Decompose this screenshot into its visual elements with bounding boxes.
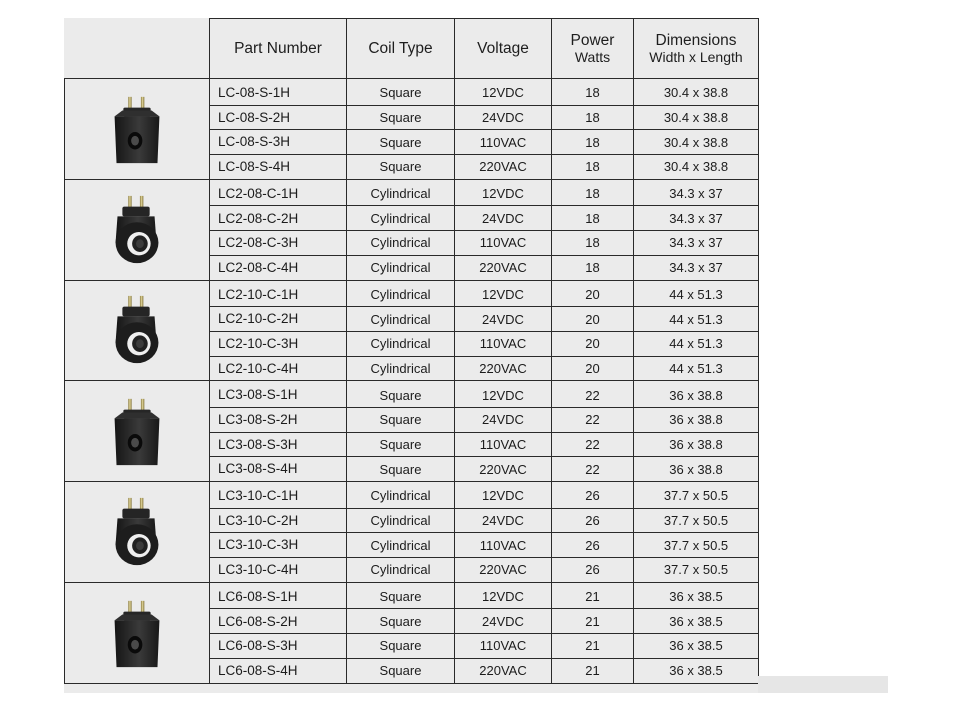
power-watts-cell: 21	[552, 609, 634, 634]
power-watts-cell: 18	[552, 206, 634, 231]
voltage-cell: 24VDC	[455, 206, 552, 231]
power-watts-cell: 20	[552, 356, 634, 381]
dimensions-cell: 36 x 38.8	[634, 457, 759, 482]
coil-type-header: Coil Type	[347, 19, 455, 79]
dimensions-cell: 36 x 38.5	[634, 658, 759, 683]
voltage-cell: 24VDC	[455, 508, 552, 533]
part-number-cell: LC6-08-S-2H	[210, 609, 347, 634]
power-watts-cell: 20	[552, 307, 634, 332]
table-row	[65, 482, 759, 509]
paper-edge	[758, 676, 888, 693]
power-watts-cell: 18	[552, 231, 634, 256]
part-number-cell: LC6-08-S-4H	[210, 658, 347, 683]
product-image-cell	[65, 79, 210, 180]
part-number-cell: LC-08-S-1H	[210, 79, 347, 106]
dimensions-cell: 37.7 x 50.5	[634, 558, 759, 583]
power-watts-cell: 26	[552, 508, 634, 533]
coil-type-cell: Cylindrical	[347, 356, 455, 381]
coil-type-cell: Square	[347, 582, 455, 609]
part-number-cell: LC3-08-S-1H	[210, 381, 347, 408]
dimensions-cell: 36 x 38.8	[634, 381, 759, 408]
part-number-cell: LC-08-S-4H	[210, 155, 347, 180]
part-number-cell: LC-08-S-3H	[210, 130, 347, 155]
power-watts-cell: 18	[552, 79, 634, 106]
part-number-cell: LC2-10-C-4H	[210, 356, 347, 381]
voltage-cell: 12VDC	[455, 179, 552, 206]
power-watts-cell: 26	[552, 533, 634, 558]
power-watts-cell: 26	[552, 558, 634, 583]
voltage-cell: 110VAC	[455, 432, 552, 457]
dimensions-header	[634, 19, 759, 79]
product-image-cell	[65, 179, 210, 280]
voltage-cell: 12VDC	[455, 582, 552, 609]
dimensions-cell: 30.4 x 38.8	[634, 155, 759, 180]
coil-spec-table	[64, 18, 759, 684]
power-watts-cell: 18	[552, 179, 634, 206]
part-number-cell: LC-08-S-2H	[210, 105, 347, 130]
coil-type-cell: Cylindrical	[347, 179, 455, 206]
coil-type-cell: Square	[347, 105, 455, 130]
dimensions-cell: 36 x 38.5	[634, 582, 759, 609]
voltage-cell: 110VAC	[455, 634, 552, 659]
coil-type-cell: Cylindrical	[347, 231, 455, 256]
dimensions-cell: 30.4 x 38.8	[634, 130, 759, 155]
power-watts-cell: 18	[552, 105, 634, 130]
spec-sheet	[64, 18, 758, 693]
coil-type-cell: Square	[347, 457, 455, 482]
dimensions-cell: 44 x 51.3	[634, 280, 759, 307]
square-solenoid-coil-icon	[98, 391, 176, 473]
power-watts-header	[552, 19, 634, 79]
cylindrical-solenoid-coil-icon	[98, 290, 176, 372]
product-image-cell	[65, 381, 210, 482]
product-image-cell	[65, 582, 210, 683]
power-header-line1: Power	[570, 31, 615, 49]
voltage-cell: 220VAC	[455, 658, 552, 683]
voltage-cell: 12VDC	[455, 482, 552, 509]
coil-type-cell: Cylindrical	[347, 558, 455, 583]
coil-type-cell: Square	[347, 432, 455, 457]
voltage-cell: 12VDC	[455, 381, 552, 408]
voltage-cell: 12VDC	[455, 79, 552, 106]
power-watts-cell: 22	[552, 432, 634, 457]
coil-type-cell: Cylindrical	[347, 482, 455, 509]
voltage-cell: 24VDC	[455, 105, 552, 130]
voltage-cell: 12VDC	[455, 280, 552, 307]
square-solenoid-coil-icon	[98, 593, 176, 675]
coil-type-cell: Cylindrical	[347, 508, 455, 533]
voltage-cell: 110VAC	[455, 231, 552, 256]
dimensions-cell: 44 x 51.3	[634, 356, 759, 381]
part-number-cell: LC3-08-S-2H	[210, 407, 347, 432]
dimensions-cell: 44 x 51.3	[634, 331, 759, 356]
coil-type-cell: Square	[347, 130, 455, 155]
coil-type-cell: Cylindrical	[347, 206, 455, 231]
voltage-cell: 24VDC	[455, 609, 552, 634]
part-number-cell: LC2-08-C-4H	[210, 255, 347, 280]
dimensions-cell: 37.7 x 50.5	[634, 482, 759, 509]
part-number-cell: LC3-10-C-4H	[210, 558, 347, 583]
dimensions-header-line2: Width x Length	[649, 49, 743, 66]
table-row	[65, 582, 759, 609]
power-watts-cell: 18	[552, 255, 634, 280]
dimensions-cell: 44 x 51.3	[634, 307, 759, 332]
dimensions-header-line1: Dimensions	[655, 31, 737, 49]
cylindrical-solenoid-coil-icon	[98, 492, 176, 574]
dimensions-cell: 30.4 x 38.8	[634, 79, 759, 106]
power-watts-cell: 18	[552, 155, 634, 180]
part-number-cell: LC6-08-S-1H	[210, 582, 347, 609]
coil-type-cell: Square	[347, 609, 455, 634]
voltage-cell: 110VAC	[455, 331, 552, 356]
coil-type-cell: Square	[347, 407, 455, 432]
part-number-cell: LC2-08-C-1H	[210, 179, 347, 206]
table-row	[65, 179, 759, 206]
voltage-cell: 110VAC	[455, 130, 552, 155]
part-number-cell: LC2-08-C-2H	[210, 206, 347, 231]
power-watts-cell: 21	[552, 658, 634, 683]
voltage-cell: 110VAC	[455, 533, 552, 558]
product-image-cell	[65, 482, 210, 583]
voltage-cell: 24VDC	[455, 307, 552, 332]
table-body	[65, 79, 759, 684]
coil-type-cell: Square	[347, 634, 455, 659]
dimensions-cell: 36 x 38.5	[634, 609, 759, 634]
dimensions-cell: 36 x 38.8	[634, 407, 759, 432]
power-header-line2: Watts	[574, 49, 611, 66]
voltage-cell: 24VDC	[455, 407, 552, 432]
part-number-cell: LC2-10-C-3H	[210, 331, 347, 356]
part-number-cell: LC3-10-C-1H	[210, 482, 347, 509]
cylindrical-solenoid-coil-icon	[98, 190, 176, 272]
dimensions-cell: 34.3 x 37	[634, 231, 759, 256]
voltage-header: Voltage	[455, 19, 552, 79]
coil-type-cell: Cylindrical	[347, 533, 455, 558]
voltage-cell: 220VAC	[455, 155, 552, 180]
part-number-header: Part Number	[210, 19, 347, 79]
dimensions-cell: 37.7 x 50.5	[634, 508, 759, 533]
power-watts-cell: 21	[552, 582, 634, 609]
voltage-cell: 220VAC	[455, 457, 552, 482]
dimensions-cell: 36 x 38.5	[634, 634, 759, 659]
square-solenoid-coil-icon	[98, 89, 176, 171]
coil-type-cell: Square	[347, 155, 455, 180]
power-watts-cell: 22	[552, 407, 634, 432]
part-number-cell: LC3-08-S-4H	[210, 457, 347, 482]
coil-type-cell: Square	[347, 381, 455, 408]
power-watts-cell: 21	[552, 634, 634, 659]
coil-type-cell: Cylindrical	[347, 280, 455, 307]
coil-type-cell: Cylindrical	[347, 331, 455, 356]
power-watts-cell: 18	[552, 130, 634, 155]
part-number-cell: LC3-10-C-3H	[210, 533, 347, 558]
power-watts-cell: 26	[552, 482, 634, 509]
dimensions-cell: 36 x 38.8	[634, 432, 759, 457]
power-watts-cell: 20	[552, 331, 634, 356]
table-row	[65, 79, 759, 106]
voltage-cell: 220VAC	[455, 356, 552, 381]
dimensions-cell: 37.7 x 50.5	[634, 533, 759, 558]
dimensions-cell: 34.3 x 37	[634, 206, 759, 231]
table-row	[65, 381, 759, 408]
coil-type-cell: Square	[347, 79, 455, 106]
coil-type-cell: Square	[347, 658, 455, 683]
voltage-cell: 220VAC	[455, 558, 552, 583]
dimensions-cell: 30.4 x 38.8	[634, 105, 759, 130]
part-number-cell: LC2-10-C-1H	[210, 280, 347, 307]
table-row	[65, 280, 759, 307]
dimensions-cell: 34.3 x 37	[634, 179, 759, 206]
part-number-cell: LC3-10-C-2H	[210, 508, 347, 533]
part-number-cell: LC3-08-S-3H	[210, 432, 347, 457]
product-image-cell	[65, 280, 210, 381]
image-column-header	[65, 19, 210, 79]
part-number-cell: LC2-08-C-3H	[210, 231, 347, 256]
power-watts-cell: 22	[552, 381, 634, 408]
table-header-row	[65, 19, 759, 79]
power-watts-cell: 20	[552, 280, 634, 307]
power-watts-cell: 22	[552, 457, 634, 482]
dimensions-cell: 34.3 x 37	[634, 255, 759, 280]
coil-type-cell: Cylindrical	[347, 255, 455, 280]
coil-type-cell: Cylindrical	[347, 307, 455, 332]
part-number-cell: LC6-08-S-3H	[210, 634, 347, 659]
voltage-cell: 220VAC	[455, 255, 552, 280]
part-number-cell: LC2-10-C-2H	[210, 307, 347, 332]
